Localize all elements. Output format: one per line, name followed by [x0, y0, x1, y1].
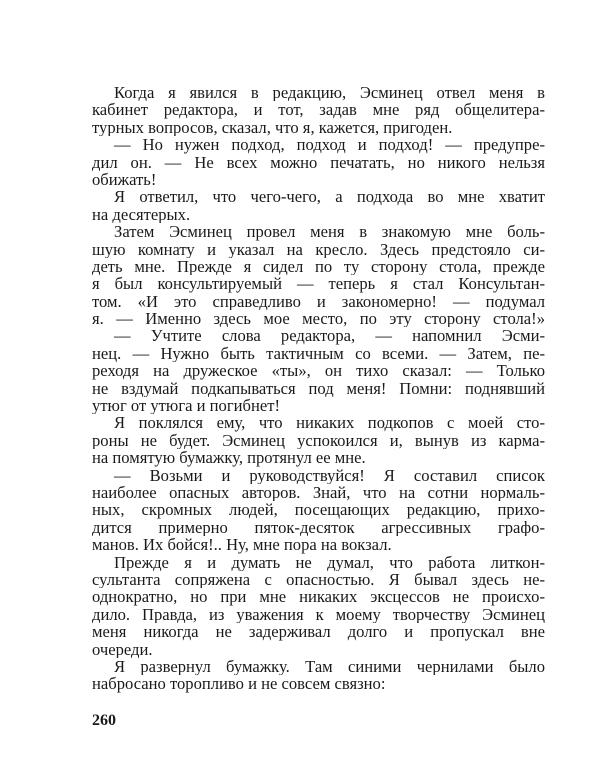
- text-line: шую комнату и указал на кресло. Здесь предстояло си-: [92, 240, 545, 258]
- text-line: утюг от утюга и погибнет!: [92, 397, 281, 415]
- text-line: кабинет редактора, и тот, задав мне ряд общелитера-: [92, 101, 545, 119]
- text-line: — Но нужен подход, подход и подход! — предупре-: [114, 136, 545, 154]
- text-line: Я развернул бумажку. Там синими чернилами было: [114, 657, 545, 676]
- text-line: очереди.: [92, 640, 153, 658]
- text-line: роны не будет. Эсминец успокоился и, вынув из карма-: [92, 431, 545, 450]
- text-line: деть мне. Прежде я сидел по ту сторону стола, прежде: [92, 257, 545, 276]
- text-line: Когда я явился в редакцию, Эсминец отвел меня в: [114, 84, 545, 102]
- text-line: — Учтите слова редактора, — напомнил Эсми-: [114, 327, 545, 345]
- text-line: нец. — Нужно быть тактичным со всеми. — Затем, пе-: [92, 344, 545, 363]
- text-line: дил он. — Не всех можно печатать, но никого нельзя: [92, 153, 545, 171]
- text-line: однократно, но при мне никаких эксцессов не происхо-: [92, 588, 545, 606]
- text-line: дится примерно пяток-десяток агрессивных графо-: [92, 518, 545, 537]
- text-line: — Возьми и руководствуйся! Я составил список: [114, 466, 545, 484]
- text-line: Затем Эсминец провел меня в знакомую мне боль-: [114, 223, 545, 241]
- page-body-text: [92, 84, 545, 693]
- text-line: меня никогда не задерживал долго и пропускал вне: [92, 623, 545, 641]
- text-line: я. — Именно здесь мое место, по эту сторону стола!»: [92, 310, 545, 328]
- text-line: Я ответил, что чего-чего, а подхода во мне хватит: [114, 188, 545, 206]
- text-line: наиболее опасных авторов. Знай, что на сотни нормаль-: [92, 483, 545, 502]
- text-line: я был консультируемый — теперь я стал Консультан-: [92, 275, 545, 293]
- text-line: набросано торопливо и не совсем связно:: [92, 675, 386, 693]
- text-line: обижать!: [92, 170, 157, 189]
- text-line: турных вопросов, сказал, что я, кажется, пригоден.: [92, 118, 453, 137]
- text-line: сультанта сопряжена с опасностью. Я бывал здесь не-: [92, 570, 545, 589]
- text-line: Я поклялся ему, что никаких подкопов с моей сто-: [114, 414, 545, 432]
- page-number: 260: [92, 712, 116, 729]
- text-line: реходя на дружеское «ты», он тихо сказал: — Только: [92, 362, 545, 380]
- text-line: том. «И это справедливо и закономерно! — подумал: [92, 292, 545, 311]
- text-line: Прежде я и думать не думал, что работа литкон-: [114, 553, 545, 571]
- text-line: на помятую бумажку, протянул ее мне.: [92, 449, 366, 467]
- text-line: на десятерых.: [92, 205, 191, 224]
- text-line: ных, скромных людей, посещающих редакцию, прихо-: [92, 501, 545, 519]
- text-line: манов. Их бойся!.. Ну, мне пора на вокзал.: [92, 536, 392, 554]
- text-line: дило. Правда, из уважения к моему творчеству Эсминец: [92, 605, 545, 624]
- text-line: не вздумай подкапываться под меня! Помни: поднявший: [92, 379, 545, 398]
